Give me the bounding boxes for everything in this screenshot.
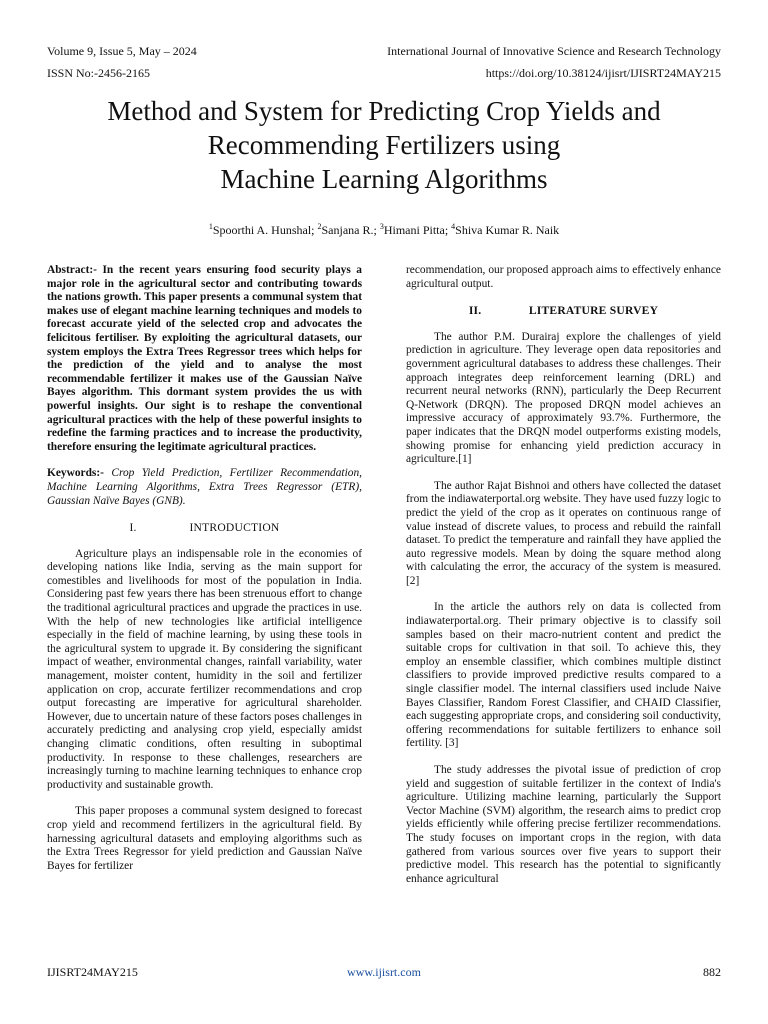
author-affil-num: 2	[317, 222, 322, 231]
issn: ISSN No:-2456-2165	[47, 66, 151, 80]
intro-paragraph-2-continued: recommendation, our proposed approach aims to effectively enhance agricultural output.	[406, 264, 721, 290]
section-title: LITERATURE SURVEY	[528, 304, 659, 318]
author-affil-num: 4	[451, 222, 456, 231]
section-number: II.	[468, 304, 482, 318]
title-line: Machine Learning Algorithms	[220, 164, 548, 194]
keywords	[47, 467, 362, 508]
volume-info: Volume 9, Issue 5, May – 2024	[47, 44, 197, 58]
right-column	[406, 264, 721, 886]
author-name: Sanjana R.;	[321, 223, 380, 237]
author-name: Himani Pitta;	[383, 223, 452, 237]
author-affil-num: 1	[208, 222, 213, 231]
section-heading-introduction	[47, 521, 362, 535]
literature-paragraph-1: The author P.M. Durairaj explore the challenges of yield prediction in agriculture. They leverage open data repositories and government agricultural databases to address these challenges. Their approach integrates deep reinforcement learning (DRL) and recurrent neural networks (RNN), particularly the Deep Recurrent Q-Network (DRQN). The proposed DRQN model achieves an impressive accuracy of approximately 93.7%. Furthermore, the paper indicates that the DRQN model outperforms existing models, showing promise for enhancing yield prediction accuracy in agriculture.[1]	[406, 330, 721, 466]
section-heading-literature-survey	[406, 304, 721, 318]
paper-code: IJISRT24MAY215	[47, 965, 138, 979]
abstract: Abstract:- In the recent years ensuring food security plays a major role in the agricultural sector and contributing towards the nations growth. This paper presents a communal system that makes use of elegant machine learning techniques and models to forecast accurate yield of the selected crop and advocates the felicitous fertiliser. By exploiting the agricultural datasets, our system employs the Extra Trees Regressor trees which helps for the prediction of the yield and to analyse the most recommendable fertilizer it makes use of the Gaussian Naïve Bayes algorithm. This dormant system provides the us with powerful insights. Our sight is to reshape the conventional agricultural practices with the help of these powerful insights to redefine the farming practices and to increase the productivity, therefore ensuring the legitimate agricultural practices.	[47, 264, 362, 453]
author-name: Shiva Kumar R. Naik	[455, 223, 560, 237]
page-number: 882	[703, 965, 721, 979]
paper-title	[40, 94, 728, 196]
doi-link[interactable]: https://doi.org/10.38124/ijisrt/IJISRT24MAY215	[485, 66, 721, 80]
journal-website-link[interactable]: www.ijisrt.com	[347, 965, 421, 979]
title-line: Method and System for Predicting Crop Yields and	[107, 96, 661, 126]
keywords-label: Keywords:-	[47, 467, 104, 480]
keywords-text: Crop Yield Prediction, Fertilizer Recommendation, Machine Learning Algorithms, Extra Trees Regressor (ETR), Gaussian Naïve Bayes (GNB).	[47, 467, 362, 507]
author-affil-num: 3	[379, 222, 384, 231]
section-number: I.	[129, 521, 137, 535]
literature-paragraph-4: The study addresses the pivotal issue of prediction of crop yield and suggestion of suitable fertilizer in the context of India's agriculture. Utilizing machine learning, particularly the Support Vector Machine (SVM) algorithm, the research aims to predict crop yields efficiently while offering precise fertilizer recommendations. The study focuses on important crops in the region, with data gathered from various sources over five years to support their predictive model. This research has the potential to significantly enhance agricultural	[406, 764, 721, 885]
section-title: INTRODUCTION	[189, 521, 280, 535]
journal-name: International Journal of Innovative Science and Research Technology	[387, 44, 721, 58]
intro-paragraph-1: Agriculture plays an indispensable role in the economies of developing nations like India, serving as the main support for comestibles and livelihoods for most of the population in India. Considering past few years there has been strenuous effort to change the traditional agricultural practices and upgrade the practices in use. With the help of new technologies like artificial intelligence especially in the field of machine learning, by using these tools in the agricultural system to upgrade it. By considering the significant impact of weather, environmental changes, rainfall variability, water management, moister content, humidity in the soil and fertilizer application on crop, accurate fertilizer recommendations and crop output forecasting are imperative for agricultural shareholder. However, due to uncertain nature of these factors poses challenges in accurately predicting and analysing crop yield, especially amidst changing climatic conditions, often resulting in suboptimal productivity. In response to these challenges, researchers are increasingly turning to machine learning techniques to enhance crop productivity and sustainable growth.	[47, 547, 362, 791]
left-column	[47, 264, 362, 873]
intro-paragraph-2: This paper proposes a communal system designed to forecast crop yield and recommend fertilizers in the agricultural field. By harnessing agricultural datasets and employing algorithms such as the Extra Trees Regressor for yield prediction and Gaussian Naïve Bayes for fertilizer	[47, 805, 362, 872]
author-list	[0, 222, 768, 238]
literature-paragraph-3: In the article the authors rely on data is collected from indiawaterportal.org. Their primary objective is to classify soil samples based on their macro-nutrient content and predict the suitable crops for cultivation in that soil. To achieve this, they employ an ensemble classifier, which combines multiple distinct classifiers to provide improved predictive results compared to a single classifier model. The internal classifiers used include Naive Bayes Classifier, Random Forest Classifier, and CHAID Classifier, each suggesting appropriate crops, and considering soil conductivity, offering recommendations for suitable fertilizers to enhance soil fertility. [3]	[406, 601, 721, 750]
author-name: Spoorthi A. Hunshal;	[212, 223, 318, 237]
literature-paragraph-2: The author Rajat Bishnoi and others have collected the dataset from the indiawaterportal.org website. They have used fuzzy logic to predict the yield of the crop as it operates on continuous range of value instead of discrete values, to process and rebuild the rainfall dataset. To predict the temperature and rainfall they have applied the auto regressive models. Mean by doing the square method along with calculating the error, the accuracy of the system is measured. [2]	[406, 479, 721, 587]
title-line: Recommending Fertilizers using	[207, 130, 561, 160]
